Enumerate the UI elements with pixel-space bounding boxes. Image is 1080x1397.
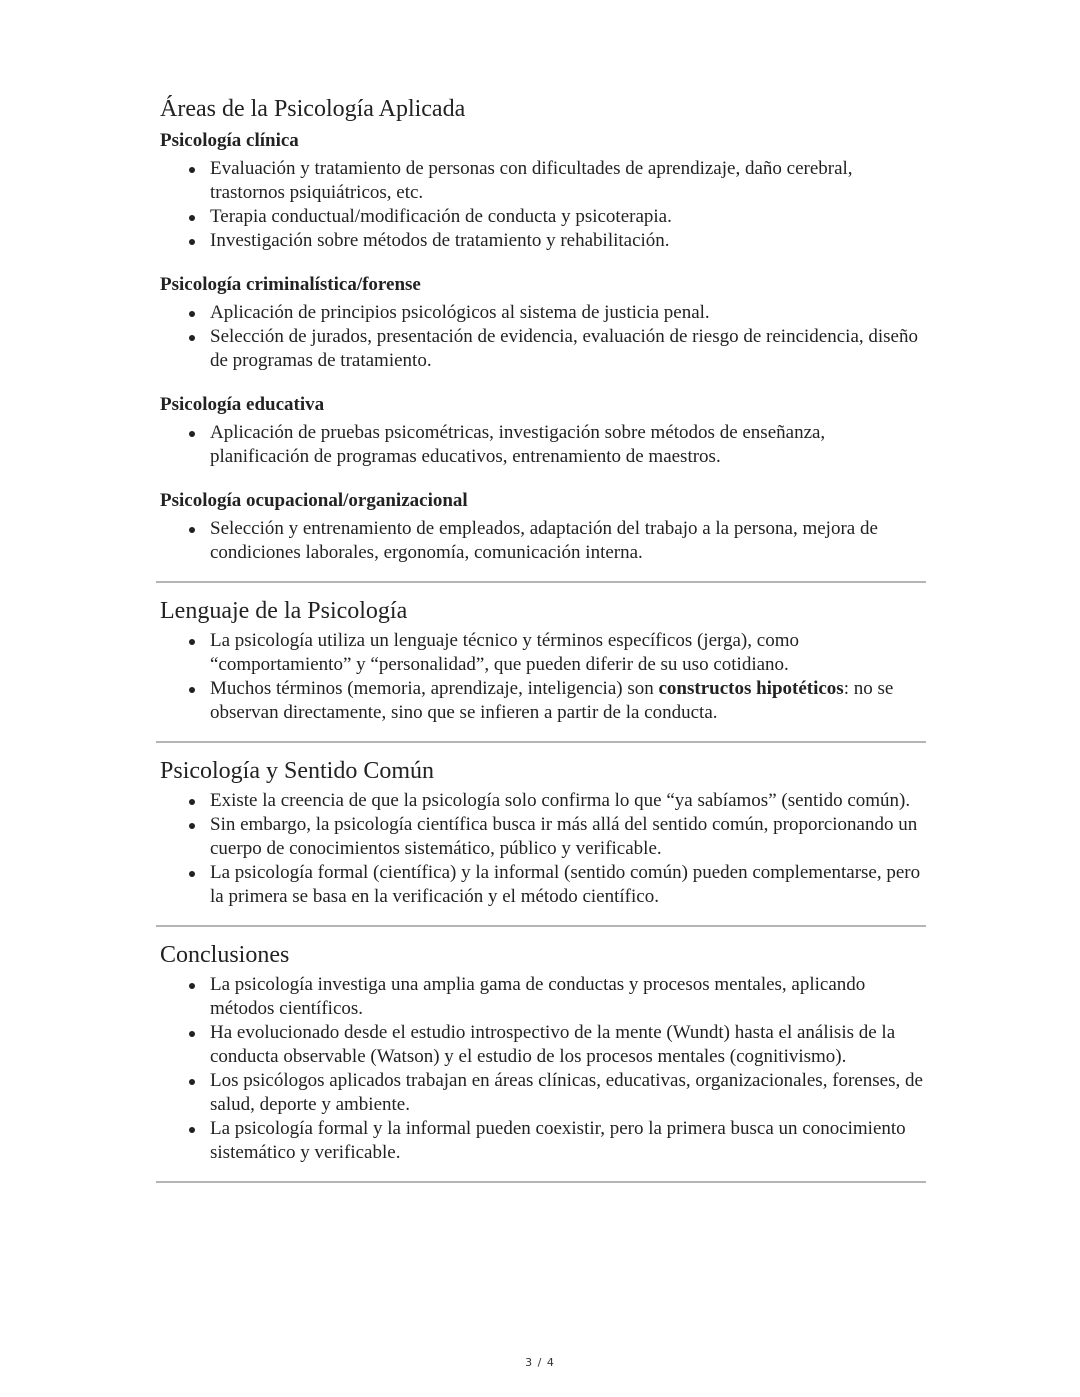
section-heading: Psicología y Sentido Común: [160, 758, 435, 784]
list-item: [210, 677, 926, 725]
list-item: Sin embargo, la psicología científica busca ir más allá del sentido común, proporcionando un cuerpo de conocimientos sistemático, público y verificable.: [210, 813, 926, 861]
list-item: Existe la creencia de que la psicología solo confirma lo que “ya sabíamos” (sentido común).: [210, 789, 926, 813]
section-conclusiones: [156, 941, 926, 1165]
bullet-list: [156, 421, 926, 469]
list-item: Ha evolucionado desde el estudio introspectivo de la mente (Wundt) hasta el análisis de la conducta observable (Watson) y el estudio de los procesos mentales (cognitivismo).: [210, 1021, 926, 1069]
divider: [156, 581, 926, 583]
divider: [156, 925, 926, 927]
section-heading: Lenguaje de la Psicología: [160, 598, 408, 624]
bullet-list: [156, 301, 926, 373]
bullet-list: [156, 517, 926, 565]
list-item: Terapia conductual/modificación de conducta y psicoterapia.: [210, 205, 926, 229]
divider: [156, 741, 926, 743]
list-item: La psicología formal y la informal pueden coexistir, pero la primera busca un conocimiento sistemático y verificable.: [210, 1117, 926, 1165]
item-text: Muchos términos (memoria, aprendizaje, inteligencia) son: [210, 678, 659, 699]
list-item: Los psicólogos aplicados trabajan en áreas clínicas, educativas, organizacionales, forenses, de salud, deporte y ambiente.: [210, 1069, 926, 1117]
page-number: 3 / 4: [525, 1356, 555, 1369]
subsection-heading: Psicología educativa: [160, 394, 325, 415]
bullet-list: [156, 629, 926, 725]
subsection-heading: Psicología ocupacional/organizacional: [160, 490, 468, 511]
divider: [156, 1181, 926, 1183]
section-heading: Áreas de la Psicología Aplicada: [160, 96, 466, 122]
list-item: Aplicación de pruebas psicométricas, investigación sobre métodos de enseñanza, planificación de programas educativos, entrenamiento de maestros.: [210, 421, 926, 469]
list-item: Investigación sobre métodos de tratamiento y rehabilitación.: [210, 229, 926, 253]
list-item: La psicología investiga una amplia gama de conductas y procesos mentales, aplicando métodos científicos.: [210, 973, 926, 1021]
item-text: : no se observan directamente, sino que se infieren a partir de la conducta.: [210, 678, 894, 723]
bullet-list: [156, 973, 926, 1165]
section-heading: Conclusiones: [160, 942, 290, 968]
bold-term: constructos hipotéticos: [658, 678, 844, 699]
subsection-heading: Psicología clínica: [160, 130, 299, 151]
section-lenguaje: [156, 597, 926, 725]
list-item: La psicología formal (científica) y la informal (sentido común) pueden complementarse, pero la primera se basa en la verificación y el método científico.: [210, 861, 926, 909]
section-areas: [156, 95, 926, 565]
list-item: Selección de jurados, presentación de evidencia, evaluación de riesgo de reincidencia, diseño de programas de tratamiento.: [210, 325, 926, 373]
bullet-list: [156, 789, 926, 909]
list-item: Aplicación de principios psicológicos al sistema de justicia penal.: [210, 301, 926, 325]
bullet-list: [156, 157, 926, 253]
list-item: Evaluación y tratamiento de personas con dificultades de aprendizaje, daño cerebral, trastornos psiquiátricos, etc.: [210, 157, 926, 205]
list-item: La psicología utiliza un lenguaje técnico y términos específicos (jerga), como “comportamiento” y “personalidad”, que pueden diferir de su uso cotidiano.: [210, 629, 926, 677]
list-item: Selección y entrenamiento de empleados, adaptación del trabajo a la persona, mejora de condiciones laborales, ergonomía, comunicación interna.: [210, 517, 926, 565]
document-content: [156, 95, 926, 1197]
section-sentido-comun: [156, 757, 926, 909]
subsection-heading: Psicología criminalística/forense: [160, 274, 421, 295]
